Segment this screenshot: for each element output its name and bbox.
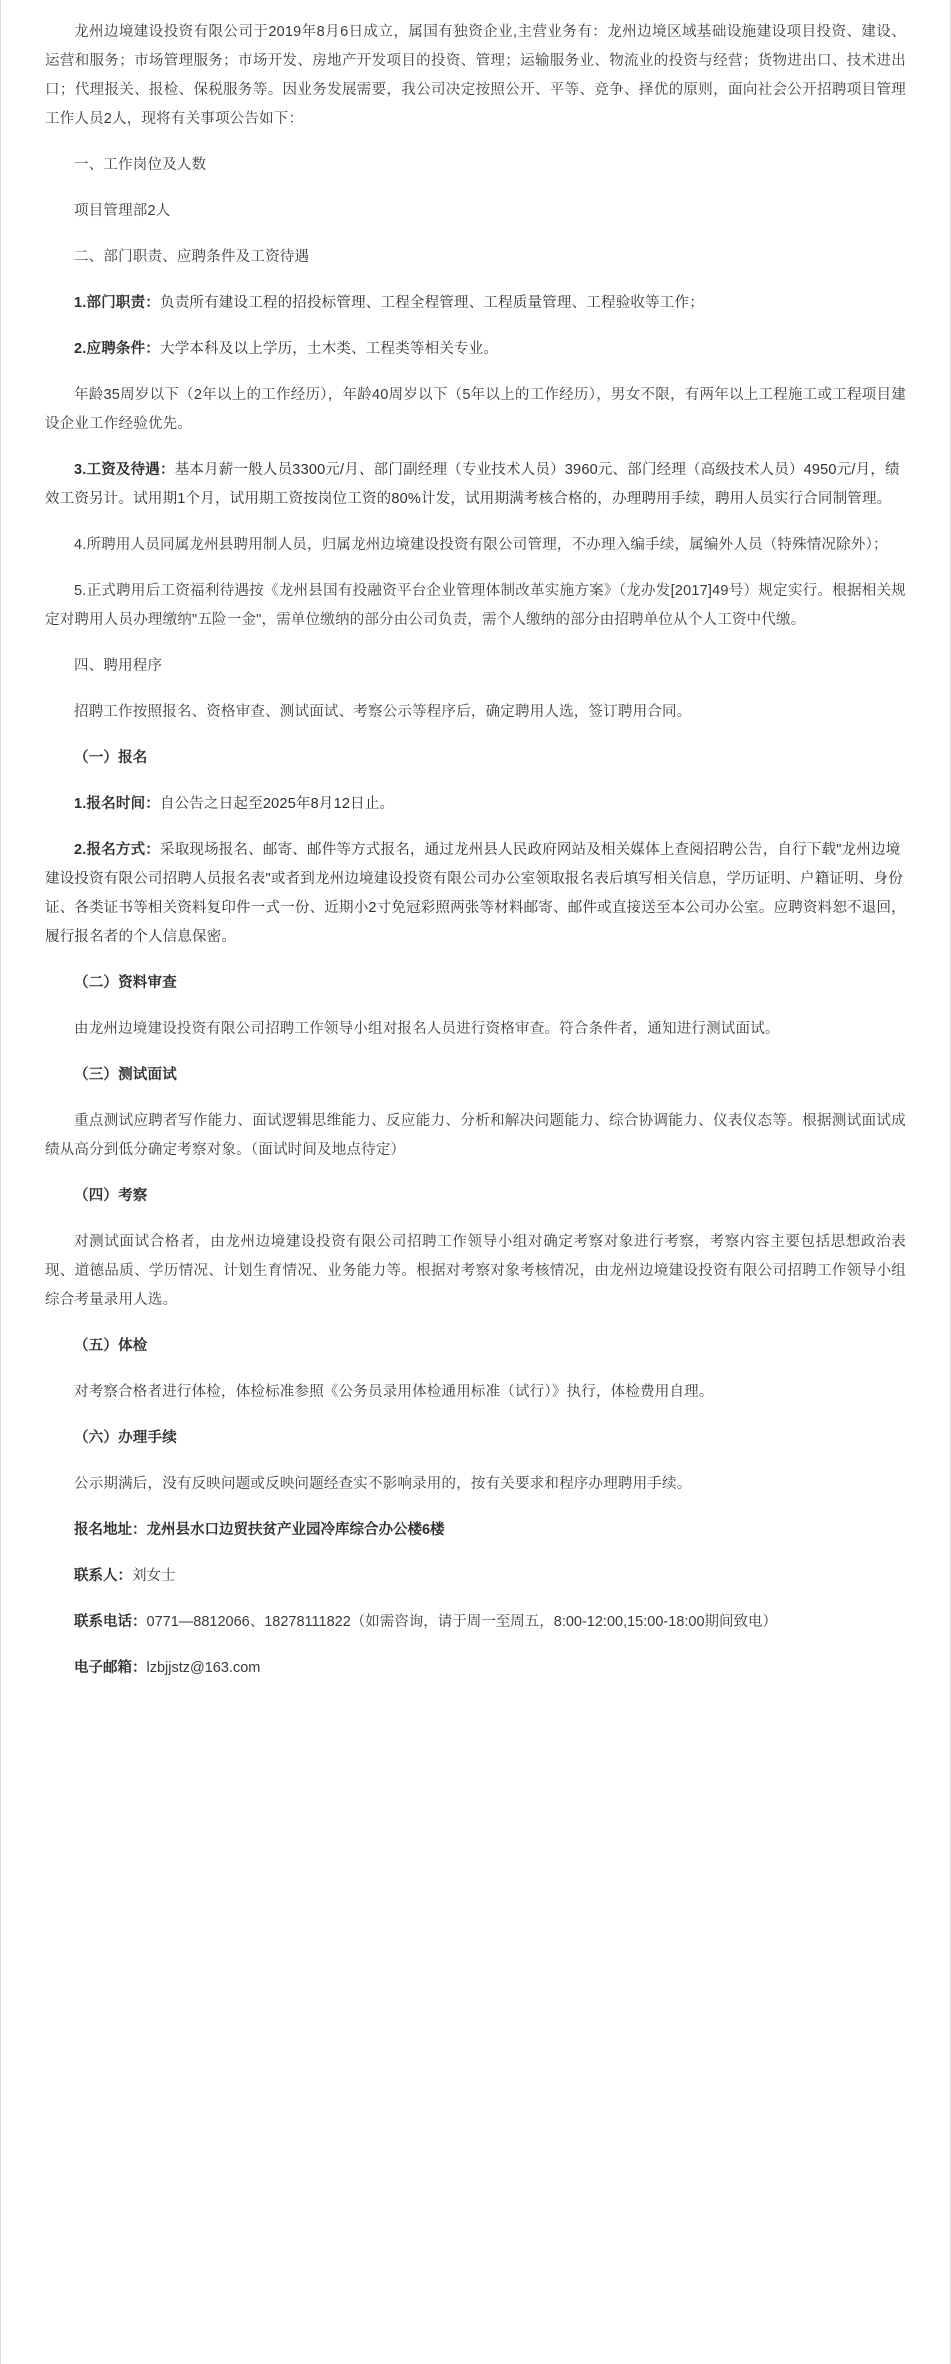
item-application-requirements-text: 大学本科及以上学历，土木类、工程类等相关专业。 bbox=[160, 341, 499, 357]
contact-email bbox=[45, 1654, 906, 1683]
subsection-procedures-body: 公示期满后，没有反映问题或反映问题经查实不影响录用的，按有关要求和程序办理聘用手续。 bbox=[74, 1476, 692, 1492]
item-age-experience: 年龄35周岁以下（2年以上的工作经历），年龄40周岁以下（5年以上的工作经历），男女不限，有两年以上工程施工或工程项目建设企业工作经验优先。 bbox=[45, 387, 906, 432]
subsection-heading-procedures: （六）办理手续 bbox=[74, 1430, 177, 1446]
section-4-body: 招聘工作按照报名、资格审查、测试面试、考察公示等程序后，确定聘用人选，签订聘用合同。 bbox=[74, 704, 692, 720]
subsection-document-review-body: 由龙州边境建设投资有限公司招聘工作领导小组对报名人员进行资格审查。符合条件者，通知进行测试面试。 bbox=[74, 1021, 780, 1037]
item-salary-benefits bbox=[45, 456, 906, 514]
section-heading-1: 一、工作岗位及人数 bbox=[74, 157, 207, 173]
item-application-requirements-label: 2.应聘条件： bbox=[74, 341, 160, 357]
contact-person-value: 刘女士 bbox=[132, 1568, 176, 1584]
subsection-heading-medical: （五）体检 bbox=[74, 1338, 148, 1354]
subsection-heading-interview: （三）测试面试 bbox=[74, 1067, 177, 1083]
subsection-medical-body: 对考察合格者进行体检，体检标准参照《公务员录用体检通用标准（试行）》执行，体检费用自理。 bbox=[74, 1384, 714, 1400]
item-application-requirements bbox=[45, 335, 906, 364]
section-heading-2: 二、部门职责、应聘条件及工资待遇 bbox=[74, 249, 310, 265]
item-employment-status: 4.所聘用人员同属龙州县聘用制人员，归属龙州边境建设投资有限公司管理，不办理入编手续，属编外人员（特殊情况除外）； bbox=[74, 537, 888, 553]
item-salary-benefits-text: 基本月薪一般人员3300元/月、部门副经理（专业技术人员）3960元、部门经理（高级技术人员）4950元/月，绩效工资另计。试用期1个月，试用期工资按岗位工资的80%计发，试用期满考核合格的，办理聘用手续，聘用人员实行合同制管理。 bbox=[45, 462, 900, 507]
item-registration-method bbox=[45, 836, 906, 952]
contact-person bbox=[45, 1562, 906, 1591]
item-department-duties-text: 负责所有建设工程的招投标管理、工程全程管理、工程质量管理、工程验收等工作； bbox=[160, 295, 704, 311]
contact-phone-label: 联系电话： bbox=[74, 1614, 147, 1630]
item-salary-benefits-label: 3.工资及待遇： bbox=[74, 462, 175, 478]
subsection-inspection-body: 对测试面试合格者，由龙州边境建设投资有限公司招聘工作领导小组对确定考察对象进行考察，考察内容主要包括思想政治表现、道德品质、学历情况、计划生育情况、业务能力等。根据对考察对象考核情况，由龙州边境建设投资有限公司招聘工作领导小组综合考量录用人选。 bbox=[45, 1234, 906, 1308]
section-heading-4: 四、聘用程序 bbox=[74, 658, 163, 674]
contact-phone bbox=[45, 1608, 906, 1637]
subsection-heading-inspection: （四）考察 bbox=[74, 1188, 148, 1204]
contact-person-label: 联系人： bbox=[74, 1568, 132, 1584]
contact-address bbox=[45, 1516, 906, 1545]
item-department-duties bbox=[45, 289, 906, 318]
item-registration-method-text: 采取现场报名、邮寄、邮件等方式报名，通过龙州县人民政府网站及相关媒体上查阅招聘公告，自行下载"龙州边境建设投资有限公司招聘人员报名表"或者到龙州边境建设投资有限公司办公室领取报名表后填写相关信息，学历证明、户籍证明、身份证、各类证书等相关资料复印件一式一份、近期小2寸免冠彩照两张等材料邮寄、邮件或直接送至本公司办公室。应聘资料恕不退回，履行报名者的个人信息保密。 bbox=[45, 842, 906, 945]
item-registration-time-text: 自公告之日起至2025年8月12日止。 bbox=[160, 796, 395, 812]
item-registration-method-label: 2.报名方式： bbox=[74, 842, 160, 858]
contact-email-value: lzbjjstz@163.com bbox=[146, 1660, 261, 1676]
subsection-interview-body: 重点测试应聘者写作能力、面试逻辑思维能力、反应能力、分析和解决问题能力、综合协调能力、仪表仪态等。根据测试面试成绩从高分到低分确定考察对象。（面试时间及地点待定） bbox=[45, 1113, 906, 1158]
item-registration-time-label: 1.报名时间： bbox=[74, 796, 160, 812]
contact-address-label: 报名地址： bbox=[74, 1522, 147, 1538]
section-1-body: 项目管理部2人 bbox=[74, 203, 171, 219]
item-registration-time bbox=[45, 790, 906, 819]
contact-address-value: 龙州县水口边贸扶贫产业园冷库综合办公楼6楼 bbox=[146, 1522, 445, 1538]
item-insurance-policy: 5.正式聘用后工资福利待遇按《龙州县国有投融资平台企业管理体制改革实施方案》（龙办发[2017]49号）规定实行。根据相关规定对聘用人员办理缴纳"五险一金"，需单位缴纳的部分由公司负责，需个人缴纳的部分由招聘单位从个人工资中代缴。 bbox=[45, 583, 906, 628]
contact-phone-value: 0771—8812066、18278111822（如需咨询，请于周一至周五，8:00-12:00,15:00-18:00期间致电） bbox=[146, 1614, 778, 1630]
paragraph-intro: 龙州边境建设投资有限公司于2019年8月6日成立，属国有独资企业,主营业务有：龙州边境区域基础设施建设项目投资、建设、运营和服务；市场管理服务；市场开发、房地产开发项目的投资、管理；运输服务业、物流业的投资与经营；货物进出口、技术进出口；代理报关、报检、保税服务等。因业务发展需要，我公司决定按照公开、平等、竞争、择优的原则，面向社会公开招聘项目管理工作人员2人，现将有关事项公告如下： bbox=[45, 24, 906, 127]
subsection-heading-document-review: （二）资料审查 bbox=[74, 975, 177, 991]
contact-email-label: 电子邮箱： bbox=[74, 1660, 147, 1676]
subsection-heading-registration: （一）报名 bbox=[74, 750, 148, 766]
item-department-duties-label: 1.部门职责： bbox=[74, 295, 160, 311]
